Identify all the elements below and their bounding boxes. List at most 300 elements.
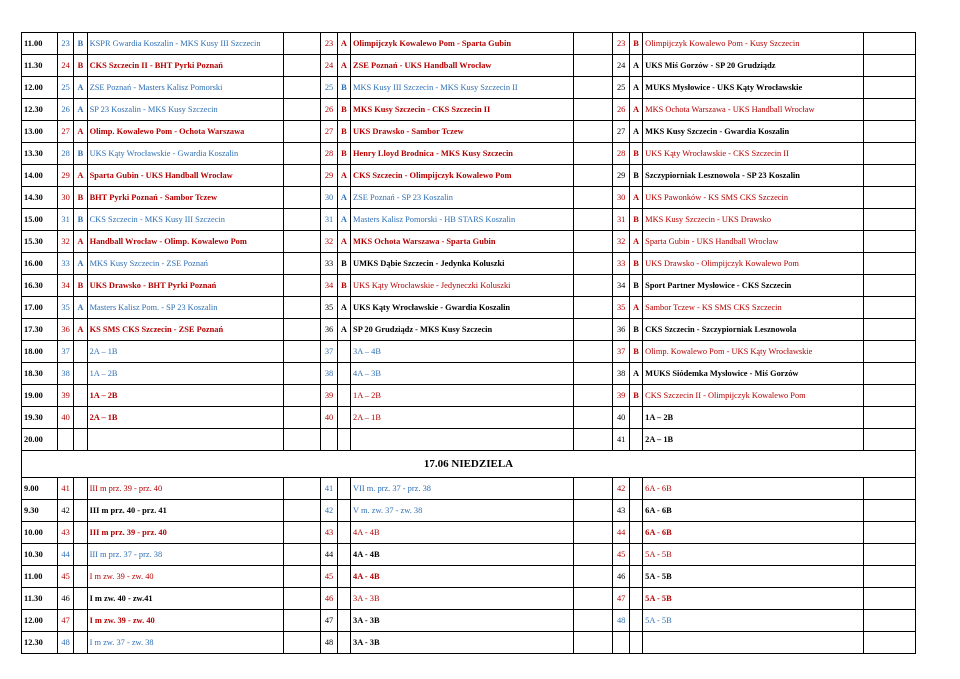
group-letter: B <box>337 275 350 297</box>
result-cell <box>863 429 915 451</box>
result-cell <box>863 275 915 297</box>
match-number: 24 <box>57 55 73 77</box>
match-teams: MKS Ochota Warszawa - Sparta Gubin <box>351 231 573 253</box>
result-cell <box>863 610 915 632</box>
match-number: 38 <box>57 363 73 385</box>
match-number: 35 <box>57 297 73 319</box>
match-teams: 3A - 3B <box>351 588 573 610</box>
group-letter: B <box>74 143 87 165</box>
match-teams: 1A – 2B <box>643 407 863 429</box>
match-number: 37 <box>613 341 629 363</box>
match-number: 37 <box>57 341 73 363</box>
match-teams: Szczypiorniak Lesznowola - SP 23 Koszalin <box>643 165 863 187</box>
group-letter <box>337 478 350 500</box>
time-cell: 20.00 <box>22 429 58 451</box>
match-row <box>22 610 916 632</box>
group-letter: A <box>74 319 87 341</box>
match-teams: CKS Szczecin - MKS Kusy III Szczecin <box>87 209 284 231</box>
match-row <box>22 588 916 610</box>
result-cell <box>573 588 613 610</box>
day-header-row <box>22 451 916 478</box>
result-cell <box>284 500 321 522</box>
match-row <box>22 209 916 231</box>
result-cell <box>863 33 915 55</box>
group-letter <box>629 588 642 610</box>
result-cell <box>863 588 915 610</box>
group-letter: B <box>74 209 87 231</box>
group-letter: A <box>74 165 87 187</box>
result-cell <box>284 253 321 275</box>
match-number: 27 <box>57 121 73 143</box>
time-cell: 10.30 <box>22 544 58 566</box>
result-cell <box>573 231 613 253</box>
match-teams: UKS Drawsko - BHT Pyrki Poznań <box>87 275 284 297</box>
match-teams: III m prz. 37 - prz. 38 <box>87 544 284 566</box>
time-cell: 12.00 <box>22 77 58 99</box>
match-teams: Sport Partner Mysłowice - CKS Szczecin <box>643 275 863 297</box>
group-letter: A <box>629 99 642 121</box>
result-cell <box>284 121 321 143</box>
result-cell <box>863 55 915 77</box>
match-teams: III m prz. 40 - prz. 41 <box>87 500 284 522</box>
match-number: 32 <box>57 231 73 253</box>
match-row <box>22 544 916 566</box>
match-number: 26 <box>613 99 629 121</box>
match-teams: MKS Kusy Szczecin - CKS Szczecin II <box>351 99 573 121</box>
match-row <box>22 407 916 429</box>
group-letter: A <box>337 319 350 341</box>
match-teams: KS SMS CKS Szczecin - ZSE Poznań <box>87 319 284 341</box>
match-row <box>22 319 916 341</box>
result-cell <box>573 99 613 121</box>
group-letter: A <box>337 231 350 253</box>
result-cell <box>284 209 321 231</box>
result-cell <box>573 77 613 99</box>
match-teams: Masters Kalisz Pom. - SP 23 Koszalin <box>87 297 284 319</box>
match-teams: ZSE Poznań - SP 23 Koszalin <box>351 187 573 209</box>
match-number: 28 <box>321 143 337 165</box>
time-cell: 19.30 <box>22 407 58 429</box>
match-number: 47 <box>321 610 337 632</box>
result-cell <box>573 429 613 451</box>
group-letter <box>337 632 350 654</box>
match-teams: 6A - 6B <box>643 500 863 522</box>
match-number: 23 <box>57 33 73 55</box>
group-letter <box>337 385 350 407</box>
result-cell <box>863 500 915 522</box>
time-cell: 13.30 <box>22 143 58 165</box>
result-cell <box>863 297 915 319</box>
result-cell <box>863 522 915 544</box>
group-letter: B <box>629 33 642 55</box>
match-teams: 4A - 4B <box>351 544 573 566</box>
result-cell <box>573 500 613 522</box>
match-number: 48 <box>613 610 629 632</box>
result-cell <box>573 478 613 500</box>
match-teams: Handball Wrocław - Olimp. Kowalewo Pom <box>87 231 284 253</box>
match-teams: 2A – 1B <box>643 429 863 451</box>
match-number: 41 <box>613 429 629 451</box>
result-cell <box>284 588 321 610</box>
match-teams: 4A - 4B <box>351 522 573 544</box>
match-row <box>22 478 916 500</box>
time-cell: 11.30 <box>22 55 58 77</box>
match-number: 27 <box>321 121 337 143</box>
group-letter: A <box>74 121 87 143</box>
result-cell <box>863 385 915 407</box>
match-teams <box>351 429 573 451</box>
group-letter: A <box>629 297 642 319</box>
time-cell: 15.30 <box>22 231 58 253</box>
match-number: 40 <box>613 407 629 429</box>
match-number: 46 <box>613 566 629 588</box>
group-letter: B <box>74 33 87 55</box>
group-letter <box>629 610 642 632</box>
match-number: 48 <box>57 632 73 654</box>
group-letter <box>74 522 87 544</box>
match-teams: CKS Szczecin II - Olimpijczyk Kowalewo Pom <box>643 385 863 407</box>
match-teams: 5A - 5B <box>643 544 863 566</box>
match-teams: SP 23 Koszalin - MKS Kusy Szczecin <box>87 99 284 121</box>
match-number: 46 <box>57 588 73 610</box>
group-letter: A <box>629 187 642 209</box>
time-cell: 12.30 <box>22 632 58 654</box>
group-letter <box>337 500 350 522</box>
group-letter: B <box>629 165 642 187</box>
match-teams: ZSE Poznań - Masters Kalisz Pomorski <box>87 77 284 99</box>
match-row <box>22 297 916 319</box>
result-cell <box>863 231 915 253</box>
time-cell: 16.30 <box>22 275 58 297</box>
group-letter: B <box>629 319 642 341</box>
match-teams: 3A - 3B <box>351 610 573 632</box>
result-cell <box>284 522 321 544</box>
match-number: 43 <box>321 522 337 544</box>
match-number: 36 <box>321 319 337 341</box>
result-cell <box>863 187 915 209</box>
result-cell <box>573 363 613 385</box>
result-cell <box>284 33 321 55</box>
match-number: 35 <box>321 297 337 319</box>
match-number: 34 <box>321 275 337 297</box>
result-cell <box>863 165 915 187</box>
group-letter: A <box>337 187 350 209</box>
match-teams: Sparta Gubin - UKS Handball Wrocław <box>87 165 284 187</box>
match-teams: MKS Kusy Szczecin - Gwardia Koszalin <box>643 121 863 143</box>
match-row <box>22 143 916 165</box>
match-number: 30 <box>613 187 629 209</box>
match-number: 43 <box>613 500 629 522</box>
match-teams: Olimpijczyk Kowalewo Pom - Kusy Szczecin <box>643 33 863 55</box>
group-letter <box>629 429 642 451</box>
group-letter: B <box>337 143 350 165</box>
group-letter <box>337 588 350 610</box>
result-cell <box>573 566 613 588</box>
match-number: 28 <box>613 143 629 165</box>
group-letter <box>337 610 350 632</box>
match-number: 34 <box>613 275 629 297</box>
match-teams: VII m. prz. 37 - prz. 38 <box>351 478 573 500</box>
match-number: 43 <box>57 522 73 544</box>
match-number: 47 <box>613 588 629 610</box>
match-teams: UKS Kąty Wrocławskie - Jedyneczki Koluszki <box>351 275 573 297</box>
match-number: 29 <box>57 165 73 187</box>
match-teams: I m zw. 40 - zw.41 <box>87 588 284 610</box>
result-cell <box>284 55 321 77</box>
result-cell <box>284 544 321 566</box>
match-teams: MUKS Siódemka Mysłowice - Miś Gorzów <box>643 363 863 385</box>
match-number: 27 <box>613 121 629 143</box>
time-cell: 9.30 <box>22 500 58 522</box>
time-cell: 15.00 <box>22 209 58 231</box>
match-teams: 5A - 5B <box>643 588 863 610</box>
result-cell <box>284 566 321 588</box>
result-cell <box>284 231 321 253</box>
result-cell <box>573 297 613 319</box>
result-cell <box>573 544 613 566</box>
group-letter: B <box>629 209 642 231</box>
match-row <box>22 522 916 544</box>
result-cell <box>573 253 613 275</box>
result-cell <box>573 121 613 143</box>
result-cell <box>573 33 613 55</box>
match-row <box>22 121 916 143</box>
result-cell <box>573 165 613 187</box>
match-number: 32 <box>321 231 337 253</box>
result-cell <box>863 363 915 385</box>
match-teams: KSPR Gwardia Koszalin - MKS Kusy III Szczecin <box>87 33 284 55</box>
match-row <box>22 55 916 77</box>
time-cell: 14.30 <box>22 187 58 209</box>
schedule-table <box>21 32 916 654</box>
group-letter <box>629 544 642 566</box>
group-letter: A <box>74 77 87 99</box>
match-number: 24 <box>613 55 629 77</box>
match-teams: UKS Pawonków - KS SMS CKS Szczecin <box>643 187 863 209</box>
match-number: 29 <box>613 165 629 187</box>
match-number: 45 <box>57 566 73 588</box>
result-cell <box>284 143 321 165</box>
match-number: 44 <box>57 544 73 566</box>
match-teams: I m zw. 39 - zw. 40 <box>87 610 284 632</box>
match-number: 34 <box>57 275 73 297</box>
time-cell: 12.30 <box>22 99 58 121</box>
result-cell <box>573 341 613 363</box>
group-letter <box>337 363 350 385</box>
match-teams: 2A – 1B <box>87 407 284 429</box>
match-teams: UKS Drawsko - Sambor Tczew <box>351 121 573 143</box>
group-letter: B <box>74 275 87 297</box>
result-cell <box>284 275 321 297</box>
match-number: 39 <box>321 385 337 407</box>
match-number <box>321 429 337 451</box>
match-teams: 2A – 1B <box>351 407 573 429</box>
result-cell <box>863 341 915 363</box>
match-number: 47 <box>57 610 73 632</box>
match-number: 48 <box>321 632 337 654</box>
match-row <box>22 33 916 55</box>
match-number: 26 <box>57 99 73 121</box>
group-letter: B <box>337 77 350 99</box>
match-number: 29 <box>321 165 337 187</box>
match-number: 33 <box>613 253 629 275</box>
match-row <box>22 341 916 363</box>
result-cell <box>863 632 915 654</box>
match-number: 41 <box>57 478 73 500</box>
result-cell <box>863 566 915 588</box>
match-number: 23 <box>613 33 629 55</box>
result-cell <box>863 77 915 99</box>
match-teams: 6A - 6B <box>643 522 863 544</box>
match-number: 46 <box>321 588 337 610</box>
match-teams: SP 20 Grudziądz - MKS Kusy Szczecin <box>351 319 573 341</box>
group-letter <box>74 566 87 588</box>
result-cell <box>573 319 613 341</box>
group-letter <box>74 363 87 385</box>
match-row <box>22 566 916 588</box>
time-cell: 11.00 <box>22 33 58 55</box>
match-teams: 6A - 6B <box>643 478 863 500</box>
match-teams: UKS Kąty Wrocławskie - Gwardia Koszalin <box>87 143 284 165</box>
group-letter: A <box>629 55 642 77</box>
match-number: 40 <box>57 407 73 429</box>
match-number: 25 <box>321 77 337 99</box>
match-teams: 4A – 3B <box>351 363 573 385</box>
group-letter: A <box>74 253 87 275</box>
match-teams: MKS Ochota Warszawa - UKS Handball Wrocław <box>643 99 863 121</box>
match-teams: 2A – 1B <box>87 341 284 363</box>
group-letter <box>629 632 642 654</box>
match-row <box>22 99 916 121</box>
result-cell <box>284 187 321 209</box>
result-cell <box>573 143 613 165</box>
match-number: 23 <box>321 33 337 55</box>
group-letter: A <box>629 231 642 253</box>
result-cell <box>573 407 613 429</box>
match-teams: UKS Kąty Wrocławskie - Gwardia Koszalin <box>351 297 573 319</box>
match-teams: 5A - 5B <box>643 610 863 632</box>
match-number: 26 <box>321 99 337 121</box>
result-cell <box>573 632 613 654</box>
group-letter <box>337 566 350 588</box>
time-cell: 10.00 <box>22 522 58 544</box>
match-teams: Sparta Gubin - UKS Handball Wrocław <box>643 231 863 253</box>
match-teams: MKS Kusy Szczecin - ZSE Poznań <box>87 253 284 275</box>
match-teams: MUKS Mysłowice - UKS Kąty Wrocławskie <box>643 77 863 99</box>
result-cell <box>863 544 915 566</box>
result-cell <box>284 341 321 363</box>
time-cell: 18.00 <box>22 341 58 363</box>
group-letter <box>74 407 87 429</box>
group-letter <box>629 407 642 429</box>
result-cell <box>284 610 321 632</box>
match-teams: 5A - 5B <box>643 566 863 588</box>
time-cell: 17.00 <box>22 297 58 319</box>
group-letter: A <box>337 55 350 77</box>
match-row <box>22 363 916 385</box>
match-teams: 4A - 4B <box>351 566 573 588</box>
group-letter: B <box>629 253 642 275</box>
time-cell: 19.00 <box>22 385 58 407</box>
match-number: 30 <box>321 187 337 209</box>
group-letter <box>337 341 350 363</box>
result-cell <box>284 99 321 121</box>
match-teams: 1A – 2B <box>87 385 284 407</box>
group-letter: A <box>337 33 350 55</box>
time-cell: 13.00 <box>22 121 58 143</box>
match-number <box>57 429 73 451</box>
match-number: 28 <box>57 143 73 165</box>
match-row <box>22 165 916 187</box>
match-row <box>22 253 916 275</box>
time-cell: 16.00 <box>22 253 58 275</box>
match-number: 41 <box>321 478 337 500</box>
group-letter: A <box>337 165 350 187</box>
match-teams: CKS Szczecin - Olimpijczyk Kowalewo Pom <box>351 165 573 187</box>
match-number: 39 <box>613 385 629 407</box>
match-number: 39 <box>57 385 73 407</box>
match-number: 31 <box>57 209 73 231</box>
match-teams: Olimpijczyk Kowalewo Pom - Sparta Gubin <box>351 33 573 55</box>
match-teams: UKS Miś Gorzów - SP 20 Grudziądz <box>643 55 863 77</box>
group-letter <box>74 544 87 566</box>
group-letter: B <box>337 99 350 121</box>
match-number: 25 <box>57 77 73 99</box>
match-number: 36 <box>613 319 629 341</box>
match-row <box>22 632 916 654</box>
group-letter <box>74 429 87 451</box>
match-number: 42 <box>57 500 73 522</box>
result-cell <box>284 407 321 429</box>
group-letter <box>337 522 350 544</box>
match-teams: Masters Kalisz Pomorski - HB STARS Koszalin <box>351 209 573 231</box>
match-teams: III m prz. 39 - prz. 40 <box>87 478 284 500</box>
match-teams: MKS Kusy Szczecin - UKS Drawsko <box>643 209 863 231</box>
match-teams: Olimp. Kowalewo Pom - Ochota Warszawa <box>87 121 284 143</box>
match-number: 42 <box>613 478 629 500</box>
result-cell <box>284 165 321 187</box>
group-letter <box>337 544 350 566</box>
group-letter <box>337 429 350 451</box>
day-header: 17.06 NIEDZIELA <box>22 451 916 478</box>
group-letter: B <box>629 385 642 407</box>
result-cell <box>284 632 321 654</box>
match-teams: BHT Pyrki Poznań - Sambor Tczew <box>87 187 284 209</box>
result-cell <box>863 253 915 275</box>
match-number: 45 <box>321 566 337 588</box>
group-letter: B <box>629 143 642 165</box>
match-number: 44 <box>321 544 337 566</box>
match-number: 25 <box>613 77 629 99</box>
time-cell: 14.00 <box>22 165 58 187</box>
match-row <box>22 429 916 451</box>
match-teams: ZSE Poznań - UKS Handball Wrocław <box>351 55 573 77</box>
match-teams: 1A – 2B <box>87 363 284 385</box>
group-letter: A <box>629 363 642 385</box>
match-number: 40 <box>321 407 337 429</box>
group-letter <box>74 478 87 500</box>
match-number: 24 <box>321 55 337 77</box>
match-number: 35 <box>613 297 629 319</box>
match-teams: I m zw. 39 - zw. 40 <box>87 566 284 588</box>
match-teams <box>643 632 863 654</box>
group-letter: B <box>629 341 642 363</box>
match-row <box>22 385 916 407</box>
match-number: 42 <box>321 500 337 522</box>
result-cell <box>573 55 613 77</box>
result-cell <box>863 121 915 143</box>
group-letter: A <box>74 231 87 253</box>
